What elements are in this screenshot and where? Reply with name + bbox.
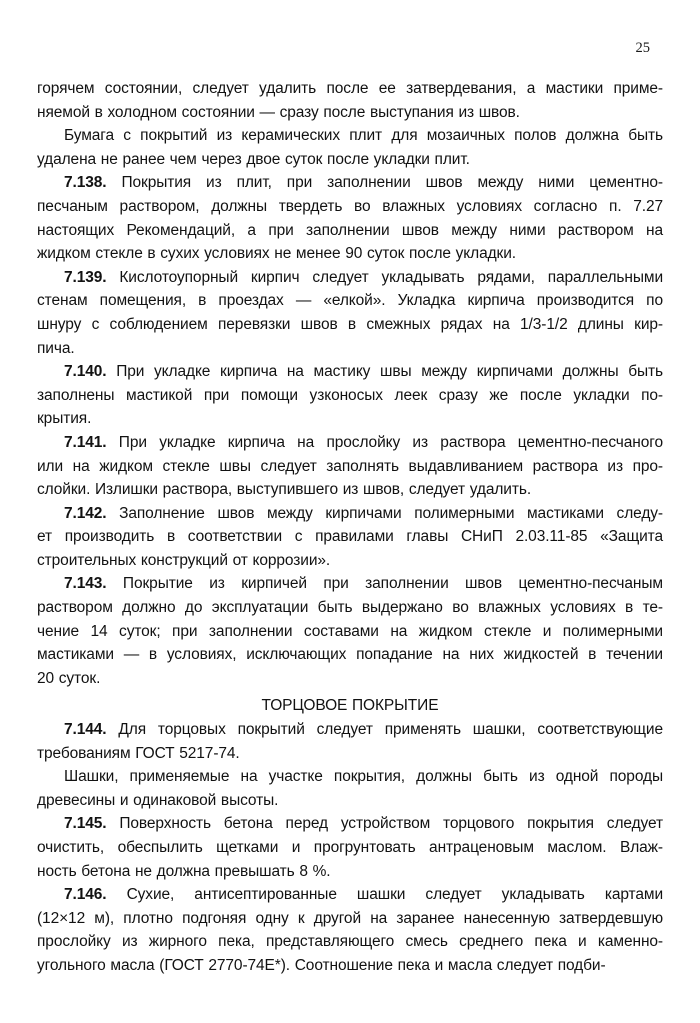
clause-number: 7.146. [64,886,107,904]
clause-paragraph [37,572,663,690]
text-line: песчаным раствором, должны твердеть во влажных условиях согласно п. 7.27 [37,197,663,215]
text-line: 7.143. Покрытие из кирпичей при заполнении швов цементно-песчаным [64,575,663,593]
clause-paragraph [37,883,663,977]
page-number: 25 [635,40,650,56]
text-line: удалена не ранее чем через двое суток после укладки плит. [37,150,470,168]
text-line: слойки. Излишки раствора, выступившего из швов, следует удалить. [37,481,532,499]
text-line: или на жидком стекле швы следует заполнять выдавливанием раствора из про- [37,457,663,475]
body-paragraph [37,124,663,171]
text-line: 7.142. Заполнение швов между кирпичами полимерными мастиками следу- [64,504,663,522]
clause-number: 7.141. [64,433,107,451]
clause-paragraph [37,171,663,265]
text-line: раствором должно до эксплуатации быть выдержано во влажных условиях в те- [37,599,663,617]
section-heading: ТОРЦОВОЕ ПОКРЫТИЕ [261,697,439,715]
body-paragraph [37,765,663,812]
text-line: 7.145. Поверхность бетона перед устройством торцового покрытия следует [64,815,663,833]
text-line: 7.138. Покрытия из плит, при заполнении швов между ними цементно- [64,174,663,192]
text-line: горячем состоянии, следует удалить после ее затвердевания, а мастики приме- [37,80,663,97]
text-line: 7.141. При укладке кирпича на прослойку из раствора цементно-песчаного [64,433,663,451]
clause-number: 7.143. [64,575,107,593]
text-line: шнуру с соблюдением перевязки швов в смежных рядах на 1/3-1/2 длины кир- [37,315,663,333]
text-line: ность бетона не должна превышать 8 %. [37,862,331,880]
text-line: 7.140. При укладке кирпича на мастику швы между кирпичами должны быть [64,363,663,381]
text-line: Шашки, применяемые на участке покрытия, должны быть из одной породы [64,768,663,786]
text-line: жидком стекле в сухих условиях не менее 90 суток после укладки. [37,245,516,263]
text-line: пича. [37,339,75,357]
clause-paragraph [37,360,663,431]
text-line: настоящих Рекомендаций, а при заполнении швов между ними раствором на [37,221,663,239]
text-line: (12×12 м), плотно подгоняя одну к другой на заранее нанесенную затвердевшую [37,909,663,927]
clause-number: 7.140. [64,363,107,381]
text-line: угольного масла (ГОСТ 2770-74Е*). Соотношение пека и масла следует подби- [37,956,606,974]
text-line: 7.146. Сухие, антисептированные шашки следует укладывать картами [64,886,663,904]
text-line: прослойку из жирного пека, представляющего смесь среднего пека и каменно- [37,933,663,951]
clause-number: 7.139. [64,268,107,286]
text-line: 20 суток. [37,669,101,687]
text-line: няемой в холодном состоянии — сразу после выступания из швов. [37,103,520,121]
clause-paragraph [37,812,663,883]
document-body [37,77,663,978]
text-line: ет производить в соответствии с правилами главы СНиП 2.03.11-85 «Защита [37,528,663,546]
text-line: строительных конструкций от коррозии». [37,551,331,569]
clause-paragraph [37,502,663,573]
text-line: очистить, обеспылить щетками и прогрунтовать антраценовым маслом. Влаж- [37,839,663,856]
text-line: 7.139. Кислотоупорный кирпич следует укладывать рядами, параллельными [64,268,663,286]
clause-number: 7.142. [64,504,107,522]
text-line: Бумага с покрытий из керамических плит для мозаичных полов должна быть [64,127,663,145]
clause-paragraph [37,718,663,765]
body-paragraph [37,77,663,124]
text-line: стенам помещения, в проездах — «елкой». Укладка кирпича производится по [37,292,663,310]
clause-paragraph [37,431,663,502]
text-line: древесины и одинаковой высоты. [37,791,279,809]
clause-number: 7.138. [64,174,107,192]
text-line: крытия. [37,410,92,428]
text-line: 7.144. Для торцовых покрытий следует применять шашки, соответствующие [64,721,663,739]
text-line: требованиям ГОСТ 5217-74. [37,744,240,762]
text-line: мастиками — в условиях, исключающих попадание на них жидкостей в течении [37,646,663,664]
text-line: чение 14 суток; при заполнении составами на жидком стекле и полимерными [37,622,663,640]
clause-number: 7.144. [64,721,107,739]
text-line: заполнены мастикой при помощи узконосых леек сразу же после укладки по- [37,386,663,404]
clause-paragraph [37,266,663,360]
clause-number: 7.145. [64,815,107,833]
